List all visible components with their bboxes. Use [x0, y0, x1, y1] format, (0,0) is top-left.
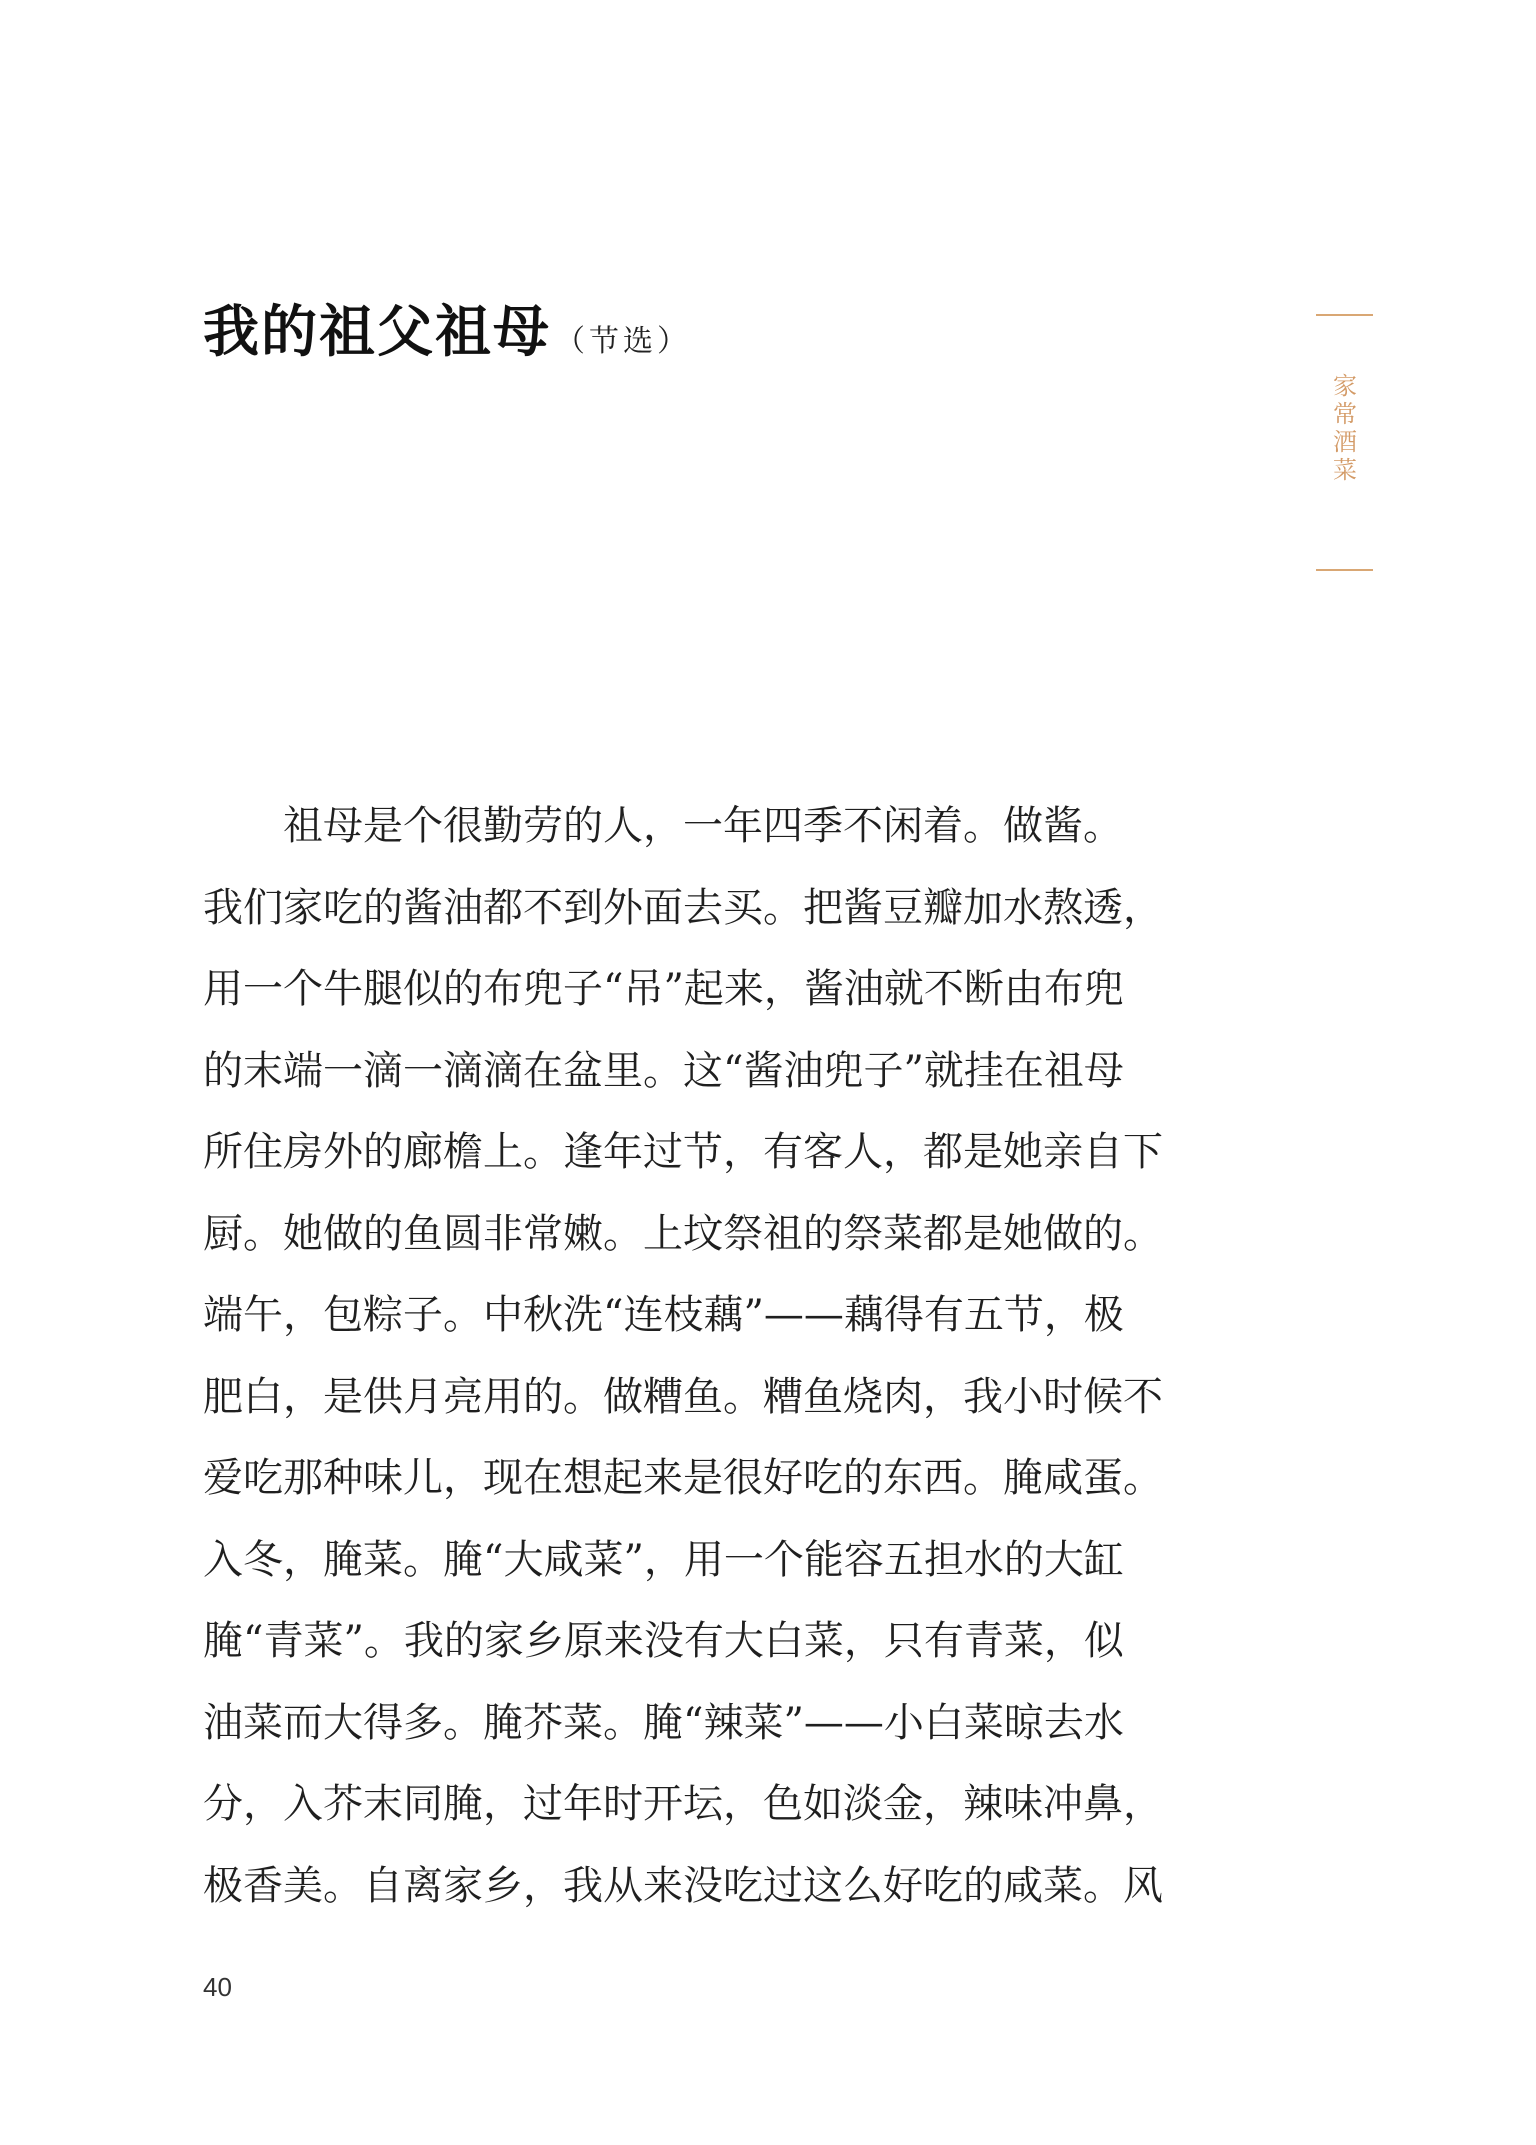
side-rule-top — [1316, 314, 1373, 316]
text-line: 肥白，是供月亮用的。做糟鱼。糟鱼烧肉，我小时候不 — [203, 1373, 1163, 1420]
body-text — [203, 786, 1163, 1927]
section-side-label: 家常酒菜 — [1333, 372, 1357, 484]
text-line: 分，入芥末同腌，过年时开坛，色如淡金，辣味冲鼻， — [203, 1781, 1163, 1827]
text-line: 用一个牛腿似的布兜子“吊”起来，酱油就不断由布兜 — [203, 966, 1124, 1012]
text-line: 入冬，腌菜。腌“大咸菜”，用一个能容五担水的大缸 — [203, 1536, 1124, 1583]
text-line: 油菜而大得多。腌芥菜。腌“辣菜”——小白菜晾去水 — [203, 1699, 1124, 1746]
text-line: 端午，包粽子。中秋洗“连枝藕”——藕得有五节，极 — [203, 1292, 1124, 1338]
chapter-subtitle: （节选） — [555, 324, 691, 359]
text-line: 我们家吃的酱油都不到外面去买。把酱豆瓣加水熬透， — [203, 884, 1163, 931]
text-line: 腌“青菜”。我的家乡原来没有大白菜，只有青菜，似 — [203, 1618, 1124, 1664]
text-line: 极香美。自离家乡，我从来没吃过这么好吃的咸菜。风 — [203, 1862, 1163, 1909]
page-number: 40 — [203, 1972, 232, 2002]
side-rule-bottom — [1316, 569, 1373, 571]
text-line: 爱吃那种味儿，现在想起来是很好吃的东西。腌咸蛋。 — [203, 1455, 1163, 1501]
text-line: 厨。她做的鱼圆非常嫩。上坟祭祖的祭菜都是她做的。 — [203, 1210, 1163, 1257]
text-line: 的末端一滴一滴滴在盆里。这“酱油兜子”就挂在祖母 — [203, 1047, 1124, 1094]
chapter-title-block — [203, 299, 691, 365]
chapter-title: 我的祖父祖母 — [203, 299, 551, 365]
text-line: 所住房外的廊檐上。逢年过节，有客人，都是她亲自下 — [203, 1129, 1163, 1175]
text-line: 祖母是个很勤劳的人，一年四季不闲着。做酱。 — [283, 803, 1123, 849]
